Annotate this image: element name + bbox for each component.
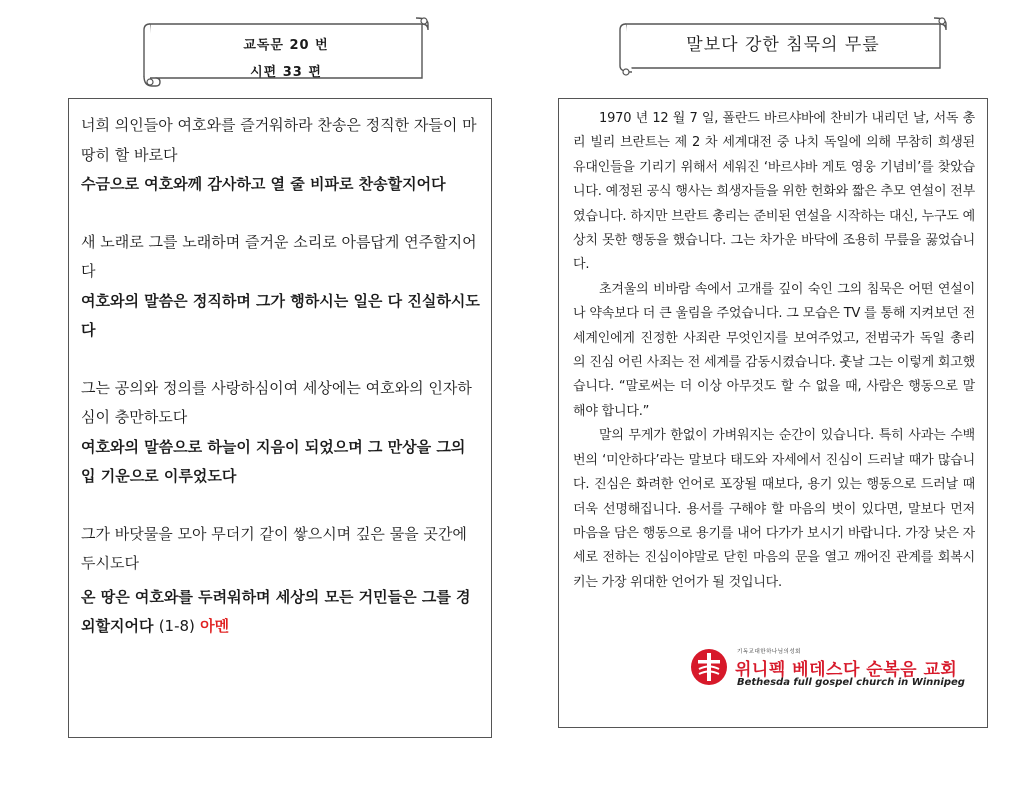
verse-congregation-2: 여호와의 말씀은 정직하며 그가 행하시는 일은 다 진실하시도다: [81, 291, 480, 339]
scroll-banner-shape: [138, 14, 434, 92]
essay-paragraph-2: 초겨울의 비바람 속에서 고개를 깊이 숙인 그의 침묵은 어떤 연설이나 약속보다 더 큰 울림을 주었습니다. 그 모습은 TV 를 통해 지켜보던 전 세계인에게 진정한 사죄란 무엇인지를 보여주었고, 전범국가 독일 총리의 진심 어린 사죄는 전 세계를 감동시켰습니다. 훗날 그는 이렇게 회고했습니다. “말로써는 더 이상 아무것도 할 수 없을 때, 사람은 행동으로 말해야 합니다.”: [573, 281, 975, 419]
verse-leader-4: 그가 바닷물을 모아 무더기 같이 쌓으시며 깊은 물을 곳간에 두시도다: [81, 524, 467, 572]
right-scroll-banner: [614, 14, 952, 76]
essay-body: [573, 107, 975, 595]
verse-leader-1: 너희 의인들아 여호와를 즐거워하라 찬송은 정직한 자들이 마땅히 할 바로다: [81, 116, 477, 164]
responsive-reading-number: 교독문 20 번: [243, 38, 329, 53]
verse-congregation-4-text: 온 땅은 여호와를 두려워하며 세상의 모든 거민들은 그를 경외할지어다: [81, 587, 471, 635]
psalm-reference: 시편 33 편: [250, 65, 322, 80]
essay-paragraph-1: 1970 년 12 월 7 일, 폴란드 바르샤바에 찬비가 내리던 날, 서독 총리 빌리 브란트는 제 2 차 세계대전 중 나치 독일에 의해 무참히 희생된 유대인들을 기리기 위해서 세워진 ‘바르샤바 게토 영웅 기념비’를 찾았습니다. 예정된 공식 행사는 희생자들을 위한 헌화와 짧은 추모 연설이 전부였습니다. 하지만 브란트 총리는 준비된 연설을 시작하는 대신, 누구도 예상치 못한 행동을 했습니다. 그는 차가운 바닥에 조용히 무릎을 꿇었습니다.: [573, 111, 975, 273]
church-korean-name: 위니펙 베데스다 순복음 교회: [735, 660, 958, 680]
amen-label: 아멘: [200, 617, 230, 635]
left-scroll-banner: [138, 14, 434, 92]
verse-congregation-1: 수금으로 여호와께 감사하고 열 줄 비파로 찬송할지어다: [81, 175, 446, 193]
essay-panel: [558, 98, 988, 728]
verse-leader-3: 그는 공의와 정의를 사랑하심이여 세상에는 여호와의 인자하심이 충만하도다: [81, 378, 472, 426]
essay-paragraph-3: 말의 무게가 한없이 가벼워지는 순간이 있습니다. 특히 사과는 수백 번의 ‘미안하다’라는 말보다 태도와 자세에서 진심이 드러날 때가 많습니다. 진심은 화려한 언어로 포장될 때보다, 용기 있는 행동으로 드러날 때 더욱 선명해집니다. 용서를 구해야 할 마음의 벗이 있다면, 말보다 먼저 마음을 담은 행동으로 용기를 내어 다가가 보시기 바랍니다. 가장 낮은 자세로 전하는 진심이야말로 닫힌 마음의 문을 열고 깨어진 관계를 회복시키는 가장 위대한 언어가 될 것입니다.: [573, 428, 975, 590]
church-logo: [689, 645, 969, 695]
psalm-panel: [68, 98, 492, 738]
verse-congregation-3: 여호와의 말씀으로 하늘이 지음이 되었으며 그 만상을 그의 입 기운으로 이루었도다: [81, 437, 466, 485]
essay-title: 말보다 강한 침묵의 무릎: [686, 35, 880, 55]
verse-range: (1-8): [158, 617, 195, 635]
church-emblem-icon: [689, 647, 729, 687]
verse-congregation-4: [81, 583, 481, 642]
verse-leader-2: 새 노래로 그를 노래하며 즐거운 소리로 아름답게 연주할지어다: [81, 232, 477, 280]
denomination-label: 기독교대한하나님의성회: [737, 649, 801, 655]
church-english-name: Bethesda full gospel church in Winnipeg: [737, 677, 965, 688]
